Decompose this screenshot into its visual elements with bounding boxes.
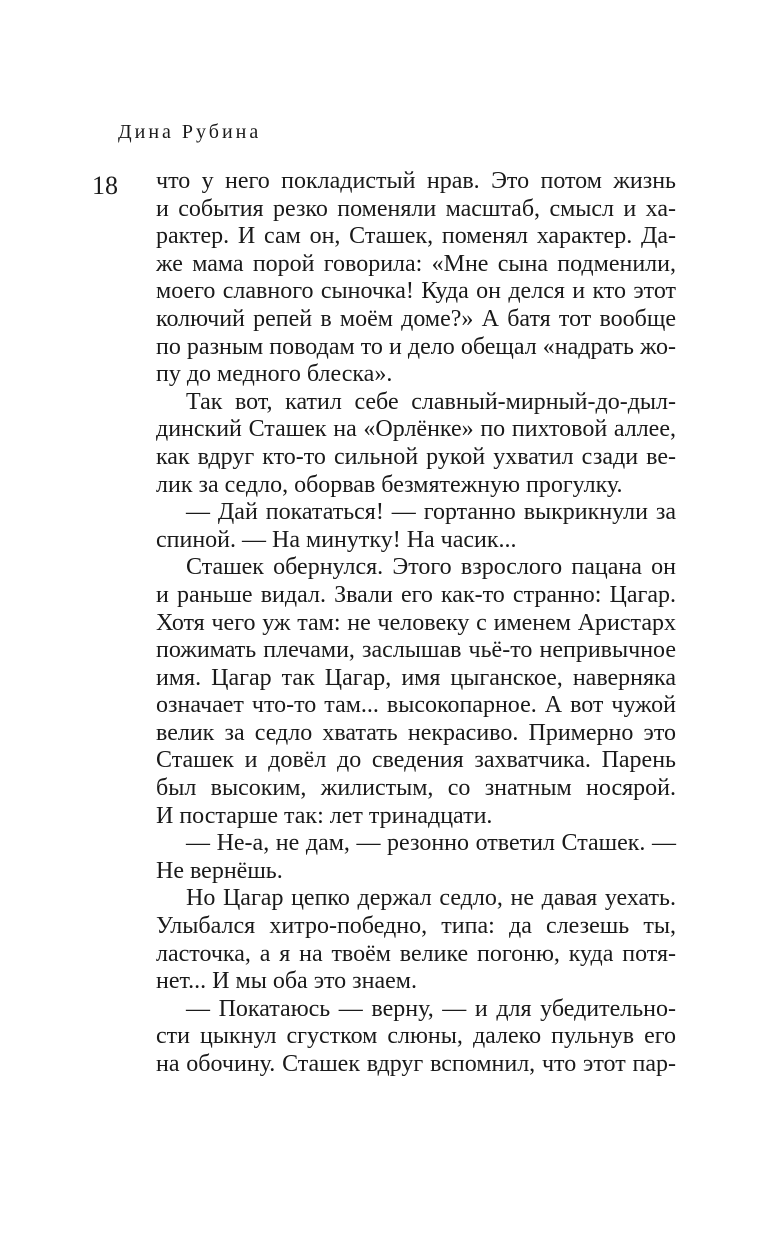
text-line: нет... И мы оба это знаем. <box>156 968 417 995</box>
text-line: что у него покладистый нрав. Это потом жизнь <box>156 168 676 194</box>
text-line: пу до медного блеска». <box>156 361 393 388</box>
page-number: 18 <box>92 171 118 200</box>
text-line: лик за седло, оборвав безмятежную прогулку. <box>156 471 623 498</box>
text-line: Не вернёшь. <box>156 857 283 884</box>
text-line: Сташек обернулся. Этого взрослого пацана он <box>186 554 676 581</box>
text-line: — Покатаюсь — верну, — и для убедительно- <box>186 995 676 1022</box>
text-line: — Не-а, не дам, — резонно ответил Сташек. — <box>186 830 676 857</box>
body-text <box>156 168 676 1079</box>
text-line: Но Цагар цепко держал седло, не давая уехать. <box>186 885 676 912</box>
text-line: пожимать плечами, заслышав чьё-то непривычное <box>156 637 676 664</box>
text-line: рактер. И сам он, Сташек, поменял характер. Да- <box>156 223 676 250</box>
text-line: колючий репей в моём доме?» А батя тот вообще <box>156 305 676 332</box>
text-line: велик за седло хватать некрасиво. Примерно это <box>156 719 676 746</box>
text-line: же мама порой говорила: «Мне сына подменили, <box>156 250 676 277</box>
text-line: ласточка, а я на твоём велике погоню, куда потя- <box>156 940 676 967</box>
text-line: Так вот, катил себе славный-мирный-до-дыл- <box>186 388 676 415</box>
text-line: спиной. — На минутку! На часик... <box>156 526 517 553</box>
text-line: сти цыкнул сгустком слюны, далеко пульнув его <box>156 1023 676 1050</box>
text-line: по разным поводам то и дело обещал «надрать жо- <box>156 333 676 360</box>
text-line: динский Сташек на «Орлёнке» по пихтовой аллее, <box>156 416 676 443</box>
text-line: имя. Цагар так Цагар, имя цыганское, наверняка <box>156 664 676 691</box>
text-line: как вдруг кто-то сильной рукой ухватил сзади ве- <box>156 443 676 470</box>
text-line: был высоким, жилистым, со знатным носярой. <box>156 775 676 802</box>
text-line: И постарше так: лет тринадцати. <box>156 802 493 829</box>
text-line: Улыбался хитро-победно, типа: да слезешь ты, <box>156 913 676 940</box>
running-head-author: Дина Рубина <box>118 121 262 143</box>
text-line: моего славного сыночка! Куда он делся и кто этот <box>156 278 676 305</box>
text-line: и раньше видал. Звали его как-то странно: Цагар. <box>156 581 676 608</box>
text-line: Хотя чего уж там: не человеку с именем Аристарх <box>156 609 676 636</box>
text-line: означает что-то там... высокопарное. А вот чужой <box>156 692 676 719</box>
text-line: и события резко поменяли масштаб, смысл и ха- <box>156 195 676 222</box>
text-line: Сташек и довёл до сведения захватчика. Парень <box>156 747 676 774</box>
text-line: на обочину. Сташек вдруг вспомнил, что этот пар- <box>156 1051 676 1077</box>
text-line: — Дай покататься! — гортанно выкрикнули за <box>186 499 676 526</box>
